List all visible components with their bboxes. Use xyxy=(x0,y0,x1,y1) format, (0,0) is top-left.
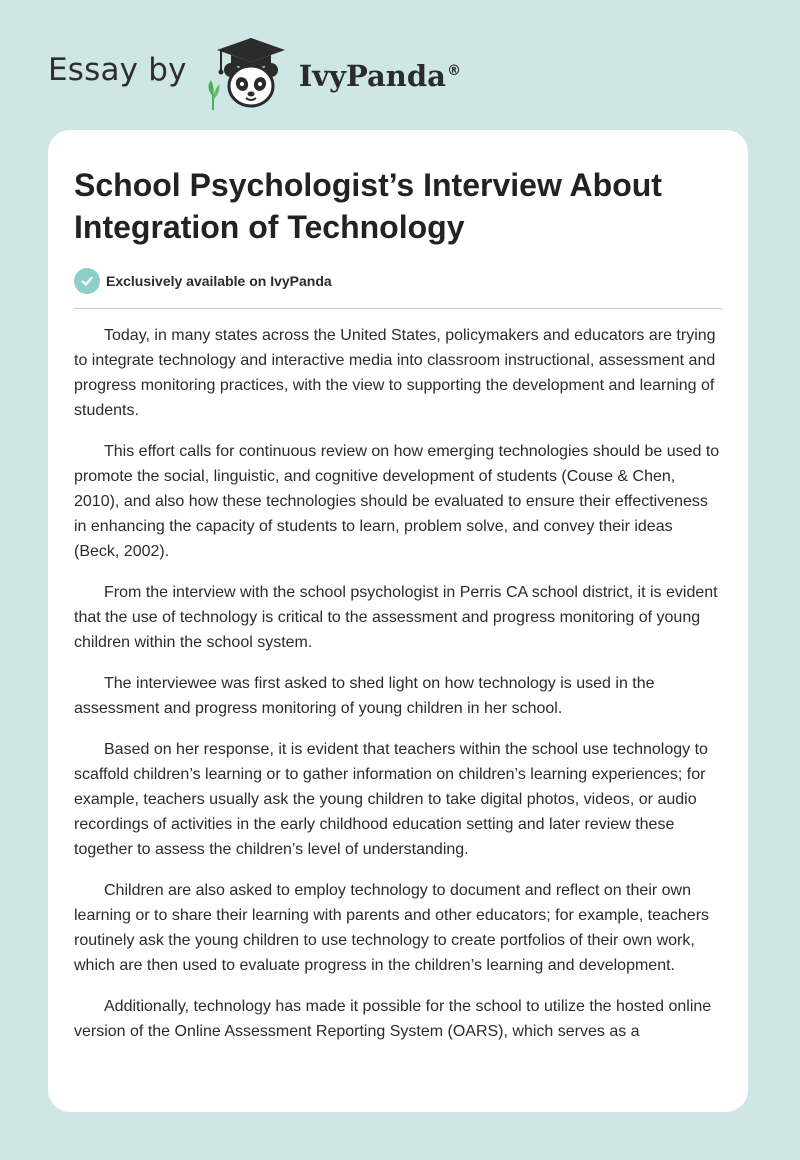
site-header xyxy=(48,34,461,114)
checkmark-icon xyxy=(74,268,100,294)
paragraph: Today, in many states across the United States, policymakers and educators are trying to integrate technology and interactive media into classroom instructional, assessment and progress monitoring practices, with the view to supporting the development and learning of students. xyxy=(74,327,716,419)
essay-title: School Psychologist’s Interview About Integration of Technology xyxy=(74,167,662,245)
ivypanda-wordmark[interactable] xyxy=(299,59,461,93)
essay-body xyxy=(74,323,722,1044)
paragraph: This effort calls for continuous review on how emerging technologies should be used to promote the social, linguistic, and cognitive development of students (Couse & Chen, 2010), and also how these technologies should be evaluated to ensure their effectiveness in enhancing the capacity of students to learn, problem solve, and convey their ideas (Beck, 2002). xyxy=(74,443,720,560)
brand-name-text: IvyPanda xyxy=(298,59,446,93)
paragraph: Based on her response, it is evident that teachers within the school use technology to scaffold children’s learning or to gather information on children’s learning experiences; for example, teachers usually ask the young children to take digital photos, videos, or audio recordings of activities in the early childhood education setting and later review these together to assess the children’s level of understanding. xyxy=(74,741,708,858)
paragraph: From the interview with the school psychologist in Perris CA school district, it is evident that the use of technology is critical to the assessment and progress monitoring of young children within the school system. xyxy=(74,584,718,651)
paragraph: The interviewee was first asked to shed light on how technology is used in the assessment and progress monitoring of young children in her school. xyxy=(74,675,655,717)
exclusive-label: Exclusively available on IvyPanda xyxy=(106,273,332,289)
registered-mark: ® xyxy=(446,63,461,80)
paragraph: Additionally, technology has made it possible for the school to utilize the hosted online version of the Online Assessment Reporting System (OARS), which serves as a xyxy=(74,998,712,1040)
panda-logo-icon[interactable] xyxy=(201,34,297,114)
paragraph: Children are also asked to employ technology to document and reflect on their own learning or to share their learning with parents and other educators; for example, teachers routinely ask the young children to use technology to create portfolios of their own work, which are then used to evaluate progress in the children’s learning and development. xyxy=(74,882,710,974)
essay-by-label: Essay by xyxy=(48,52,187,88)
essay-card xyxy=(48,130,748,1112)
exclusive-badge xyxy=(74,268,722,309)
